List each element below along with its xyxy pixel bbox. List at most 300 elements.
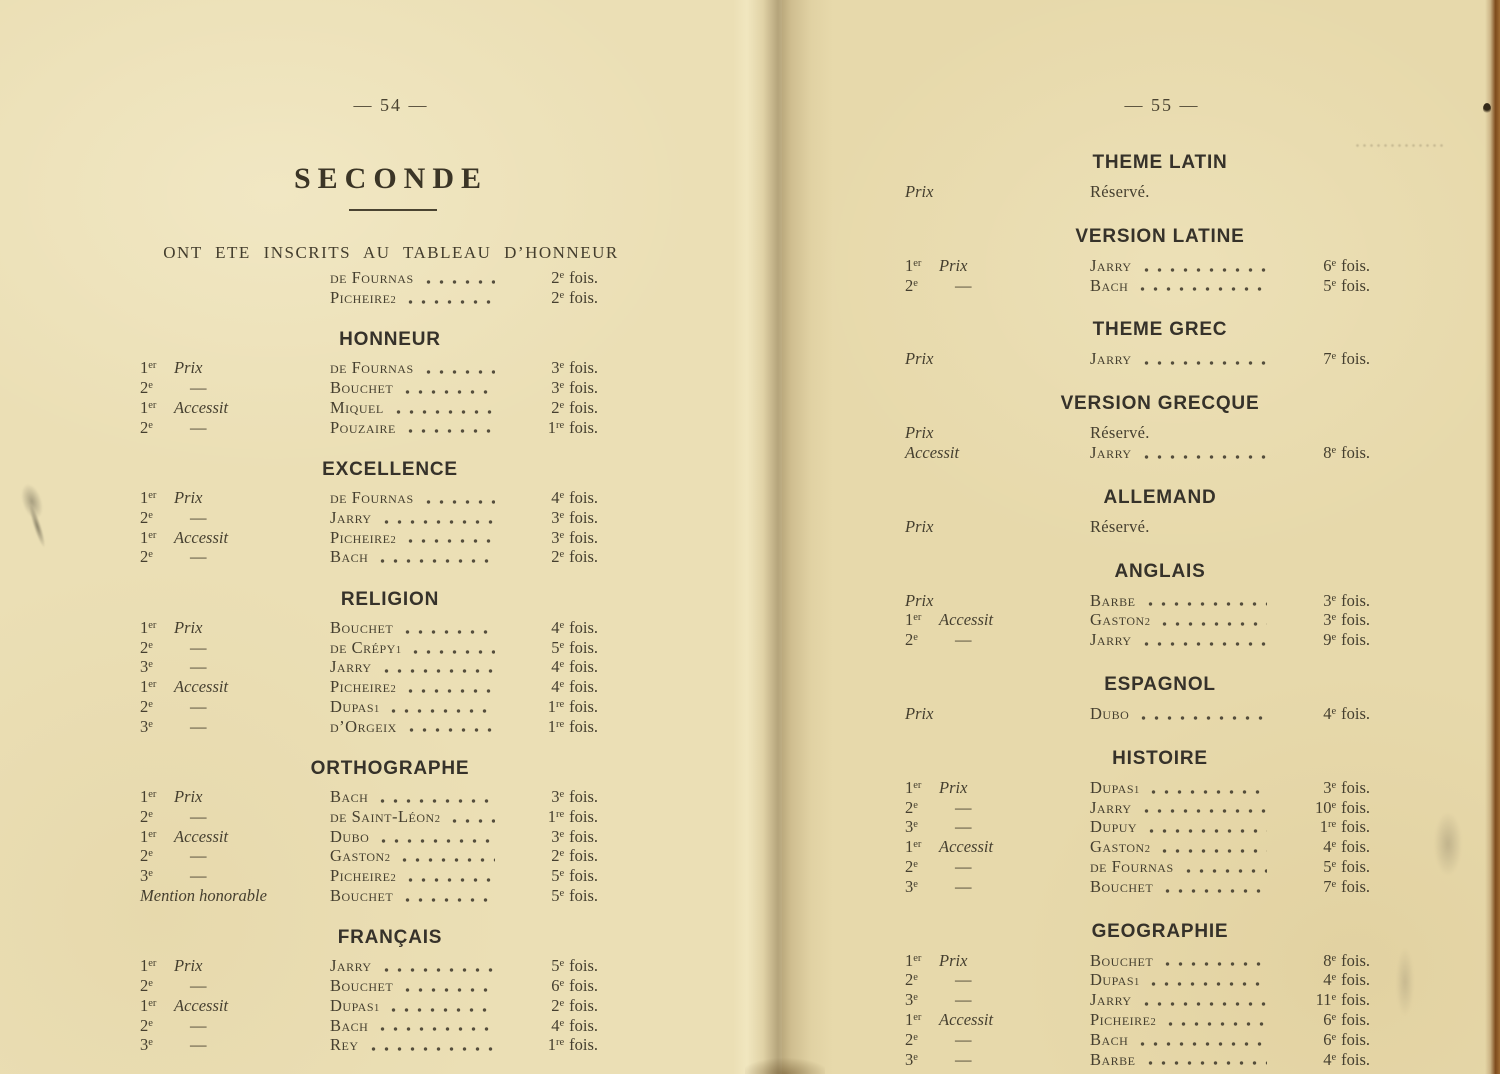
times-cell (503, 358, 598, 378)
rank-number: 2 (140, 806, 149, 826)
ordinal-suffix: e (148, 419, 153, 431)
laureate-name: Jarry (330, 507, 372, 527)
prize-row (140, 268, 598, 288)
rank-ordinal (905, 1050, 939, 1070)
prize-row (140, 956, 598, 976)
ordinal-suffix: re (555, 808, 565, 820)
prize-section (140, 459, 598, 567)
prize-label: — (190, 866, 207, 886)
dot-leader (399, 889, 495, 903)
laureate-name: Jarry (1090, 797, 1132, 817)
rank-ordinal (140, 1016, 174, 1036)
dot-leader (1134, 1033, 1267, 1047)
name-cell: Picheire 2 (330, 528, 503, 548)
times-word: fois. (569, 976, 598, 996)
name-cell (1090, 517, 1275, 537)
times-word: fois. (1341, 817, 1370, 837)
rank-label-cell (140, 528, 330, 548)
laureate-name: Barbe (1090, 590, 1136, 610)
times-count: 1 (547, 696, 556, 716)
name-cell (1090, 798, 1275, 818)
rank-number: 1 (140, 677, 149, 697)
dot-leader (402, 680, 495, 694)
ordinal-suffix: er (148, 997, 157, 1009)
times-cell (1275, 970, 1370, 990)
laureate-name: Bouchet (330, 618, 394, 638)
prize-section (905, 921, 1370, 1070)
prize-label: — (190, 547, 207, 567)
rank-label-cell (140, 657, 330, 677)
rank-label-cell (905, 990, 1090, 1010)
times-word: fois. (569, 637, 598, 657)
rank-label-cell (140, 378, 330, 398)
prize-row (905, 990, 1370, 1010)
dot-leader (403, 719, 495, 733)
ordinal-suffix: er (148, 360, 157, 372)
times-count: 3 (1323, 610, 1332, 630)
prize-row (905, 182, 1370, 202)
times-cell (503, 288, 598, 308)
name-cell (1090, 1030, 1275, 1050)
ordinal-suffix: e (1331, 839, 1337, 851)
prize-label: — (190, 417, 207, 437)
prize-row (140, 508, 598, 528)
prize-label: — (955, 630, 972, 650)
ordinal-suffix: re (1327, 819, 1337, 831)
prize-row (140, 528, 598, 548)
ordinal-suffix: er (148, 828, 157, 840)
rank-label-cell (140, 547, 330, 567)
rank-ordinal (905, 990, 939, 1010)
name-cell (330, 886, 503, 906)
times-cell (503, 827, 598, 847)
prize-label: Accessit (174, 677, 229, 697)
rank-number: 1 (905, 255, 914, 275)
prize-label: Accessit (174, 826, 229, 846)
rank-label-cell (905, 837, 1090, 857)
ordinal-suffix: er (913, 1011, 922, 1023)
rank-ordinal (140, 657, 174, 677)
times-count: 3 (551, 358, 560, 378)
prize-label: — (955, 797, 972, 817)
laureate-name: Barbe (1090, 1049, 1136, 1069)
times-word: fois. (569, 806, 598, 826)
dot-leader (374, 550, 495, 564)
times-cell (1275, 276, 1370, 296)
ordinal-suffix: e (148, 1037, 153, 1049)
ordinal-suffix: e (148, 549, 153, 561)
prize-label: Accessit (939, 837, 994, 857)
ordinal-suffix: e (559, 828, 565, 840)
ordinal-suffix: e (1331, 1011, 1337, 1023)
ordinal-suffix: er (913, 952, 922, 964)
times-word: fois. (1341, 590, 1370, 610)
ordinal-suffix: e (559, 270, 565, 281)
ordinal-suffix: e (559, 978, 565, 990)
ordinal-suffix: e (1331, 1051, 1337, 1063)
prize-row (905, 951, 1370, 971)
ordinal-suffix: e (148, 868, 153, 880)
times-cell (503, 976, 598, 996)
times-cell (1275, 443, 1370, 463)
prize-label: — (190, 846, 207, 866)
times-count: 4 (551, 1015, 560, 1035)
prize-label: — (190, 1035, 207, 1055)
rank-ordinal (140, 956, 174, 976)
times-word: fois. (569, 378, 598, 398)
prize-row (905, 256, 1370, 276)
ordinal-suffix: er (913, 839, 922, 851)
times-count: 5 (1323, 856, 1332, 876)
rank-label-cell (905, 798, 1090, 818)
times-cell (503, 547, 598, 567)
rank-label-cell (140, 1016, 330, 1036)
laureate-name: Bouchet (330, 885, 394, 905)
ordinal-suffix: er (148, 529, 157, 541)
prize-label: — (955, 856, 972, 876)
prize-section (140, 329, 598, 437)
rank-number: 2 (140, 696, 149, 716)
rank-number: 2 (140, 547, 149, 567)
times-word: fois. (1341, 990, 1370, 1010)
rank-ordinal (140, 827, 174, 847)
name-cell: Dupas 1 (1090, 970, 1275, 990)
prize-label: Prix (905, 703, 934, 723)
name-cell (1090, 817, 1275, 837)
dot-leader (1143, 820, 1267, 834)
times-count: 2 (551, 397, 560, 417)
dot-leader (399, 979, 495, 993)
rank-ordinal (140, 846, 174, 866)
times-cell (1275, 877, 1370, 897)
dot-leader (1138, 800, 1267, 814)
times-cell (503, 807, 598, 827)
rank-label-cell (905, 877, 1090, 897)
rank-label-cell (905, 817, 1090, 837)
dot-leader (420, 361, 495, 375)
dot-leader (402, 291, 495, 305)
ordinal-suffix: e (559, 868, 565, 880)
prize-section (140, 758, 598, 905)
prize-row (905, 443, 1370, 463)
rank-number: 1 (140, 787, 149, 807)
rank-label-cell (905, 1010, 1090, 1030)
times-count: 3 (551, 527, 560, 547)
rank-number: 2 (905, 797, 914, 817)
rank-number: 1 (905, 837, 914, 857)
prize-row (140, 1016, 598, 1036)
times-cell (1275, 837, 1370, 857)
rank-label-cell (140, 1035, 330, 1055)
ordinal-suffix: e (559, 529, 565, 541)
dot-leader (385, 999, 495, 1013)
times-count: 6 (1323, 255, 1332, 275)
rank-ordinal (140, 358, 174, 378)
times-cell (503, 657, 598, 677)
laureate-name: Miquel (330, 397, 384, 417)
times-word: fois. (569, 696, 598, 716)
prize-label: — (955, 817, 972, 837)
rank-label-cell (140, 976, 330, 996)
ordinal-suffix: e (559, 380, 565, 392)
times-cell (503, 638, 598, 658)
rank-number: 2 (905, 1029, 914, 1049)
times-word: fois. (569, 716, 598, 736)
prize-section (905, 487, 1370, 537)
times-word: fois. (569, 488, 598, 508)
times-cell (503, 398, 598, 418)
times-word: fois. (569, 1035, 598, 1055)
name-cell (1090, 276, 1275, 296)
times-cell (503, 996, 598, 1016)
rank-number: 1 (905, 1009, 914, 1029)
prize-row (140, 787, 598, 807)
times-count: 4 (1323, 703, 1332, 723)
times-count: 6 (551, 976, 560, 996)
rank-label-cell (140, 508, 330, 528)
times-word: fois. (569, 358, 598, 378)
prize-label: Prix (905, 182, 934, 201)
laureate-name: Picheire (330, 287, 391, 307)
times-cell (1275, 591, 1370, 611)
prize-row (140, 418, 598, 438)
prize-section (140, 927, 598, 1055)
times-word: fois. (569, 657, 598, 677)
times-cell (503, 866, 598, 886)
ordinal-suffix: e (1331, 592, 1337, 604)
laureate-name: Jarry (1090, 349, 1132, 369)
dot-leader (1145, 781, 1267, 795)
rank-number: 1 (905, 777, 914, 797)
name-cell (330, 418, 503, 438)
rank-number: 2 (140, 976, 149, 996)
name-cell (330, 508, 503, 528)
rank-label-cell (905, 591, 1090, 611)
laureate-name: Gaston (1090, 610, 1145, 630)
prize-label: — (190, 378, 207, 398)
prize-label: Accessit (174, 527, 229, 547)
name-cell: Dupas 1 (1090, 778, 1275, 798)
ordinal-suffix: e (148, 718, 153, 730)
dot-leader (1138, 352, 1267, 366)
laureate-name: Jarry (1090, 255, 1132, 275)
ordinal-suffix: e (1331, 257, 1337, 269)
times-count: 8 (1323, 442, 1332, 462)
rank-ordinal (140, 807, 174, 827)
name-cell (1090, 951, 1275, 971)
prize-row (905, 1050, 1370, 1070)
name-cell (1090, 877, 1275, 897)
times-word: fois. (1341, 1049, 1370, 1069)
rank-ordinal (140, 547, 174, 567)
dot-leader (375, 830, 495, 844)
ordinal-suffix: e (559, 887, 565, 899)
name-cell: de Saint-Léon 2 (330, 807, 503, 827)
name-cell (1090, 1050, 1275, 1070)
rank-number: 3 (905, 817, 914, 837)
ordinal-suffix: e (559, 958, 565, 970)
ordinal-suffix: e (913, 1051, 918, 1063)
left-sections (140, 268, 598, 1055)
times-word: fois. (569, 846, 598, 866)
laureate-name: Dubo (1090, 703, 1130, 723)
section-title: VERSION GRECQUE (1060, 393, 1260, 415)
times-count: 2 (551, 287, 560, 307)
ordinal-suffix: e (913, 799, 918, 811)
ordinal-suffix: er (913, 612, 922, 624)
prize-label: Accessit (939, 610, 994, 630)
times-word: fois. (569, 507, 598, 527)
prize-row (905, 778, 1370, 798)
rank-ordinal (140, 418, 174, 438)
ordinal-suffix: er (148, 399, 157, 411)
rank-ordinal (140, 488, 174, 508)
laureate-name: Picheire (330, 527, 391, 547)
times-word: fois. (1341, 442, 1370, 462)
dot-leader (1159, 953, 1267, 967)
times-count: 4 (551, 657, 560, 677)
prize-section (905, 748, 1370, 897)
dot-leader (402, 530, 495, 544)
page-number-right: — 55 — (1124, 95, 1200, 115)
rank-ordinal (140, 976, 174, 996)
ordinal-suffix: e (1331, 779, 1337, 791)
rank-label-cell (140, 358, 330, 378)
prize-row (140, 638, 598, 658)
name-cell (330, 488, 503, 508)
name-cell (330, 358, 503, 378)
rank-label-cell (905, 610, 1090, 630)
laureate-name: Bouchet (1090, 950, 1154, 970)
prize-row (905, 610, 1370, 630)
rank-ordinal (140, 398, 174, 418)
rank-label-cell (905, 423, 1090, 443)
dot-leader (374, 1018, 495, 1032)
rank-ordinal (905, 837, 939, 857)
laureate-name: Bach (330, 787, 369, 807)
times-count: 9 (1323, 630, 1332, 650)
times-count: 2 (551, 268, 560, 287)
times-count: 4 (1323, 1049, 1332, 1069)
rank-label-cell (905, 1050, 1090, 1070)
ordinal-suffix: e (1331, 992, 1337, 1004)
ordinal-suffix: e (559, 659, 565, 671)
section-title: RELIGION (340, 589, 440, 611)
times-cell (503, 697, 598, 717)
rank-number: 3 (905, 990, 914, 1010)
dot-leader (1138, 633, 1267, 647)
laureate-name: Jarry (1090, 630, 1132, 650)
times-count: 1 (1319, 817, 1328, 837)
rank-ordinal (905, 951, 939, 971)
rank-ordinal (905, 1030, 939, 1050)
prize-row (140, 976, 598, 996)
rank-label-cell (140, 956, 330, 976)
rank-number: 2 (140, 507, 149, 527)
prize-row (905, 857, 1370, 877)
dot-leader (390, 401, 495, 415)
dot-leader (1135, 707, 1267, 721)
times-cell (503, 618, 598, 638)
laureate-name: de Fournas (330, 488, 414, 508)
rank-label-cell (905, 443, 1090, 463)
prize-label: — (190, 696, 207, 716)
name-cell (330, 1016, 503, 1036)
times-cell (503, 846, 598, 866)
rank-label-cell (140, 787, 330, 807)
ordinal-suffix: e (148, 659, 153, 671)
name-cell: Picheire 2 (1090, 1010, 1275, 1030)
ordinal-suffix: e (559, 997, 565, 1009)
laureate-name: Dupas (330, 696, 374, 716)
prize-label: — (190, 716, 207, 736)
rank-label-cell (140, 807, 330, 827)
laureate-name: Jarry (330, 657, 372, 677)
section-title: FRANÇAIS (337, 927, 443, 949)
dot-leader (407, 641, 495, 655)
name-cell: Picheire 2 (330, 677, 503, 697)
ordinal-suffix: e (1331, 858, 1337, 870)
name-cell (1090, 591, 1275, 611)
prize-label: Accessit (174, 397, 229, 417)
page-55 (782, 0, 1500, 1074)
times-cell (1275, 1030, 1370, 1050)
laureate-name: Bach (330, 547, 369, 567)
times-word: fois. (569, 547, 598, 567)
times-count: 6 (1323, 1009, 1332, 1029)
rank-label-cell (905, 182, 1090, 202)
section-title: GEOGRAPHIE (1091, 920, 1229, 942)
prize-row (905, 1010, 1370, 1030)
prize-label: — (190, 976, 207, 996)
prize-section (905, 393, 1370, 463)
times-word: fois. (1341, 703, 1370, 723)
prize-row (905, 798, 1370, 818)
dot-leader (374, 790, 495, 804)
ordinal-suffix: e (913, 992, 918, 1004)
ordinal-suffix: er (148, 620, 157, 632)
times-count: 4 (1323, 970, 1332, 990)
prize-row (140, 657, 598, 677)
dot-leader (1159, 880, 1267, 894)
ordinal-suffix: e (559, 399, 565, 411)
dot-leader (365, 1038, 495, 1052)
prize-label: — (190, 657, 207, 677)
dot-leader (1156, 840, 1267, 854)
times-count: 5 (551, 885, 560, 905)
prize-section (140, 589, 598, 736)
rank-ordinal (905, 798, 939, 818)
rank-ordinal (905, 630, 939, 650)
name-cell: Gaston 2 (1090, 610, 1275, 630)
ordinal-suffix: er (148, 490, 157, 502)
ordinal-suffix: e (559, 289, 565, 301)
times-word: fois. (1341, 837, 1370, 857)
rank-number: 1 (905, 950, 914, 970)
rank-label-cell (140, 398, 330, 418)
rank-label-cell (140, 618, 330, 638)
prize-label: Prix (905, 590, 934, 610)
laureate-name: Picheire (330, 866, 391, 886)
name-cell (330, 956, 503, 976)
laureate-name: Bach (330, 1015, 369, 1035)
section-title: HONNEUR (339, 329, 441, 351)
rank-ordinal (140, 508, 174, 528)
prize-row (140, 398, 598, 418)
laureate-name: Bouchet (1090, 876, 1154, 896)
ordinal-suffix: e (559, 848, 565, 860)
laureate-name: de Fournas (330, 268, 414, 287)
